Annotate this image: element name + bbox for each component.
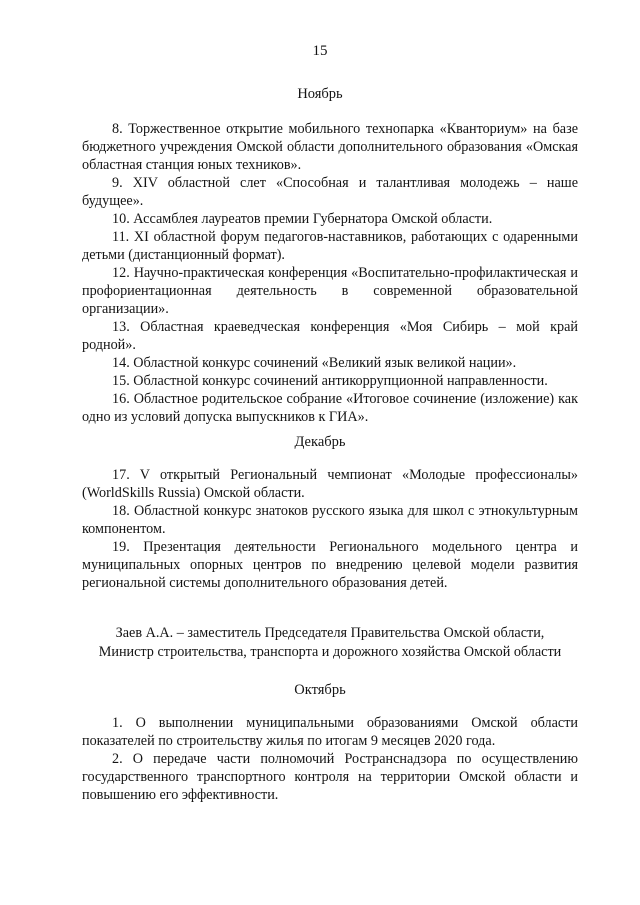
- list-item: 11. XI областной форум педагогов-наставников, работающих с одаренными детьми (дистанционный формат).: [82, 229, 578, 263]
- list-item: 18. Областной конкурс знатоков русского языка для школ с этнокультурным компонентом.: [82, 503, 578, 537]
- section-heading-november: Ноябрь: [297, 86, 343, 102]
- list-item: 9. XIV областной слет «Способная и талантливая молодежь – наше будущее».: [82, 175, 578, 209]
- list-item: 14. Областной конкурс сочинений «Великий язык великой нации».: [112, 355, 517, 371]
- responsible-person: [82, 624, 578, 662]
- list-item: 10. Ассамблея лауреатов премии Губернатора Омской области.: [112, 211, 493, 227]
- list-item: 2. О передаче части полномочий Ространснадзора по осуществлению государственного транспортного контроля на территории Омской области и повышению его эффективности.: [82, 751, 578, 803]
- list-item: 13. Областная краеведческая конференция «Моя Сибирь – мой край родной».: [82, 319, 578, 353]
- page-number: 15: [312, 43, 328, 59]
- list-item: 17. V открытый Региональный чемпионат «Молодые профессионалы» (WorldSkills Russia) Омской области.: [82, 467, 578, 501]
- person-line-2: Министр строительства, транспорта и дорожного хозяйства Омской области: [98, 644, 562, 660]
- list-item: 16. Областное родительское собрание «Итоговое сочинение (изложение) как одно из условий допуска выпускников к ГИА».: [82, 391, 578, 425]
- december-items: [82, 466, 578, 592]
- list-item: 12. Научно-практическая конференция «Воспитательно-профилактическая и профориентационная деятельность в современной образовательной организации».: [82, 265, 578, 317]
- section-heading-october: Октябрь: [294, 682, 346, 698]
- person-line-1: Заев А.А. – заместитель Председателя Правительства Омской области,: [115, 625, 545, 641]
- list-item: 1. О выполнении муниципальными образованиями Омской области показателей по строительству жилья по итогам 9 месяцев 2020 года.: [82, 715, 578, 749]
- november-items: [82, 120, 578, 426]
- list-item: 8. Торжественное открытие мобильного технопарка «Кванториум» на базе бюджетного учреждения Омской области дополнительного образования «Омская областная станция юных техников».: [82, 121, 578, 173]
- list-item: 19. Презентация деятельности Регионального модельного центра и муниципальных опорных центров по внедрению целевой модели развития региональной системы дополнительного образования детей.: [82, 539, 578, 591]
- october-items: [82, 714, 578, 804]
- list-item: 15. Областной конкурс сочинений антикоррупционной направленности.: [112, 373, 548, 389]
- section-heading-december: Декабрь: [294, 434, 346, 450]
